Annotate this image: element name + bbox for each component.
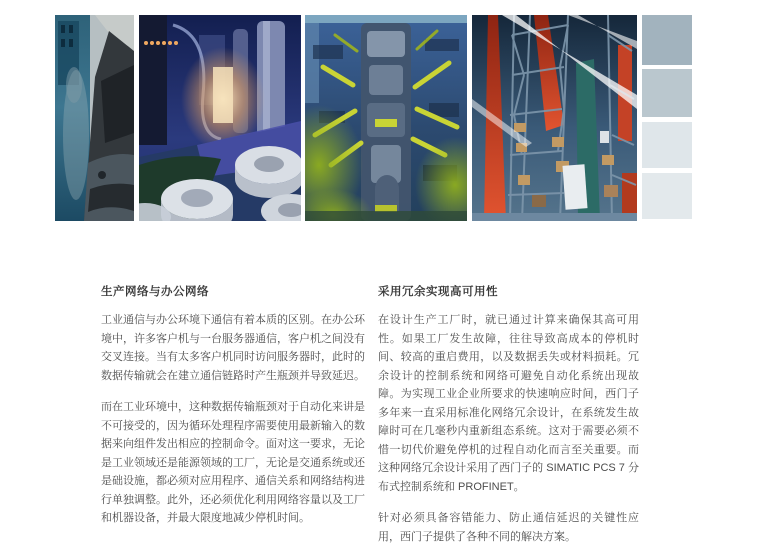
body-paragraph: 而在工业环境中，这种数据传输瓶颈对于自动化来讲是不可接受的，因为循环处理程序需要使用最新输入的数据来向组件发出相应的控制命令。面对这一要求，无论是工业领域还是能源领域的工厂，无论是交通系统或还是础设施，都必须对应用程序、通信关系和网络结构进行单独调整。此外，还必须优化利用网络容量以及工厂和机器设备，并最大限度地减少停机时间。 <box>101 401 365 524</box>
color-swatch-tile-4 <box>642 173 692 219</box>
body-paragraph: 针对必须具备容错能力、防止通信延迟的关键性应用，西门子提供了各种不同的解决方案。 <box>378 512 639 543</box>
photo-ceramic-rings-machine <box>139 15 301 221</box>
photo-car-body-press-shop <box>55 15 134 221</box>
color-swatch-tile-2 <box>642 69 692 117</box>
section-heading: 采用冗余实现高可用性 <box>378 286 498 298</box>
body-paragraph: 在设计生产工厂时，就已通过计算来确保其高可用性。如果工厂发生故障，往往导致高成本的停机时间、较高的重启费用，以及数据丢失或材料损耗。冗余设计的控制系统和网络可避免自动化系统出现故障。为实现工业企业所要求的快速响应时间，西门子多年来一直采用标准化网络冗余设计，在系统发生故障时可在几毫秒内重新组态系统。这对于需要必须不惜一切代价避免停机的过程自动化而言至关重要。而这种网络冗余设计采用了西门子的 SIMATIC PCS 7 分布式控制系统和 PROFINET。 <box>378 314 639 493</box>
section-heading: 生产网络与办公网络 <box>101 286 209 298</box>
photo-high-bay-warehouse <box>472 15 637 221</box>
photo-car-assembly-line <box>305 15 467 221</box>
section-production-vs-office-networks <box>101 286 365 528</box>
section-redundancy-high-availability <box>378 286 639 546</box>
color-swatch-tile-3 <box>642 122 692 168</box>
photo-banner <box>0 0 764 240</box>
body-paragraph: 工业通信与办公环境下通信有着本质的区别。在办公环境中，许多客户机与一台服务器通信，客户机之间没有交叉连接。当有太多客户机同时访问服务器时，此时的数据传输就会在建立通信链路时产生瓶颈并导致延迟。 <box>101 314 365 382</box>
color-swatch-tile-1 <box>642 15 692 65</box>
